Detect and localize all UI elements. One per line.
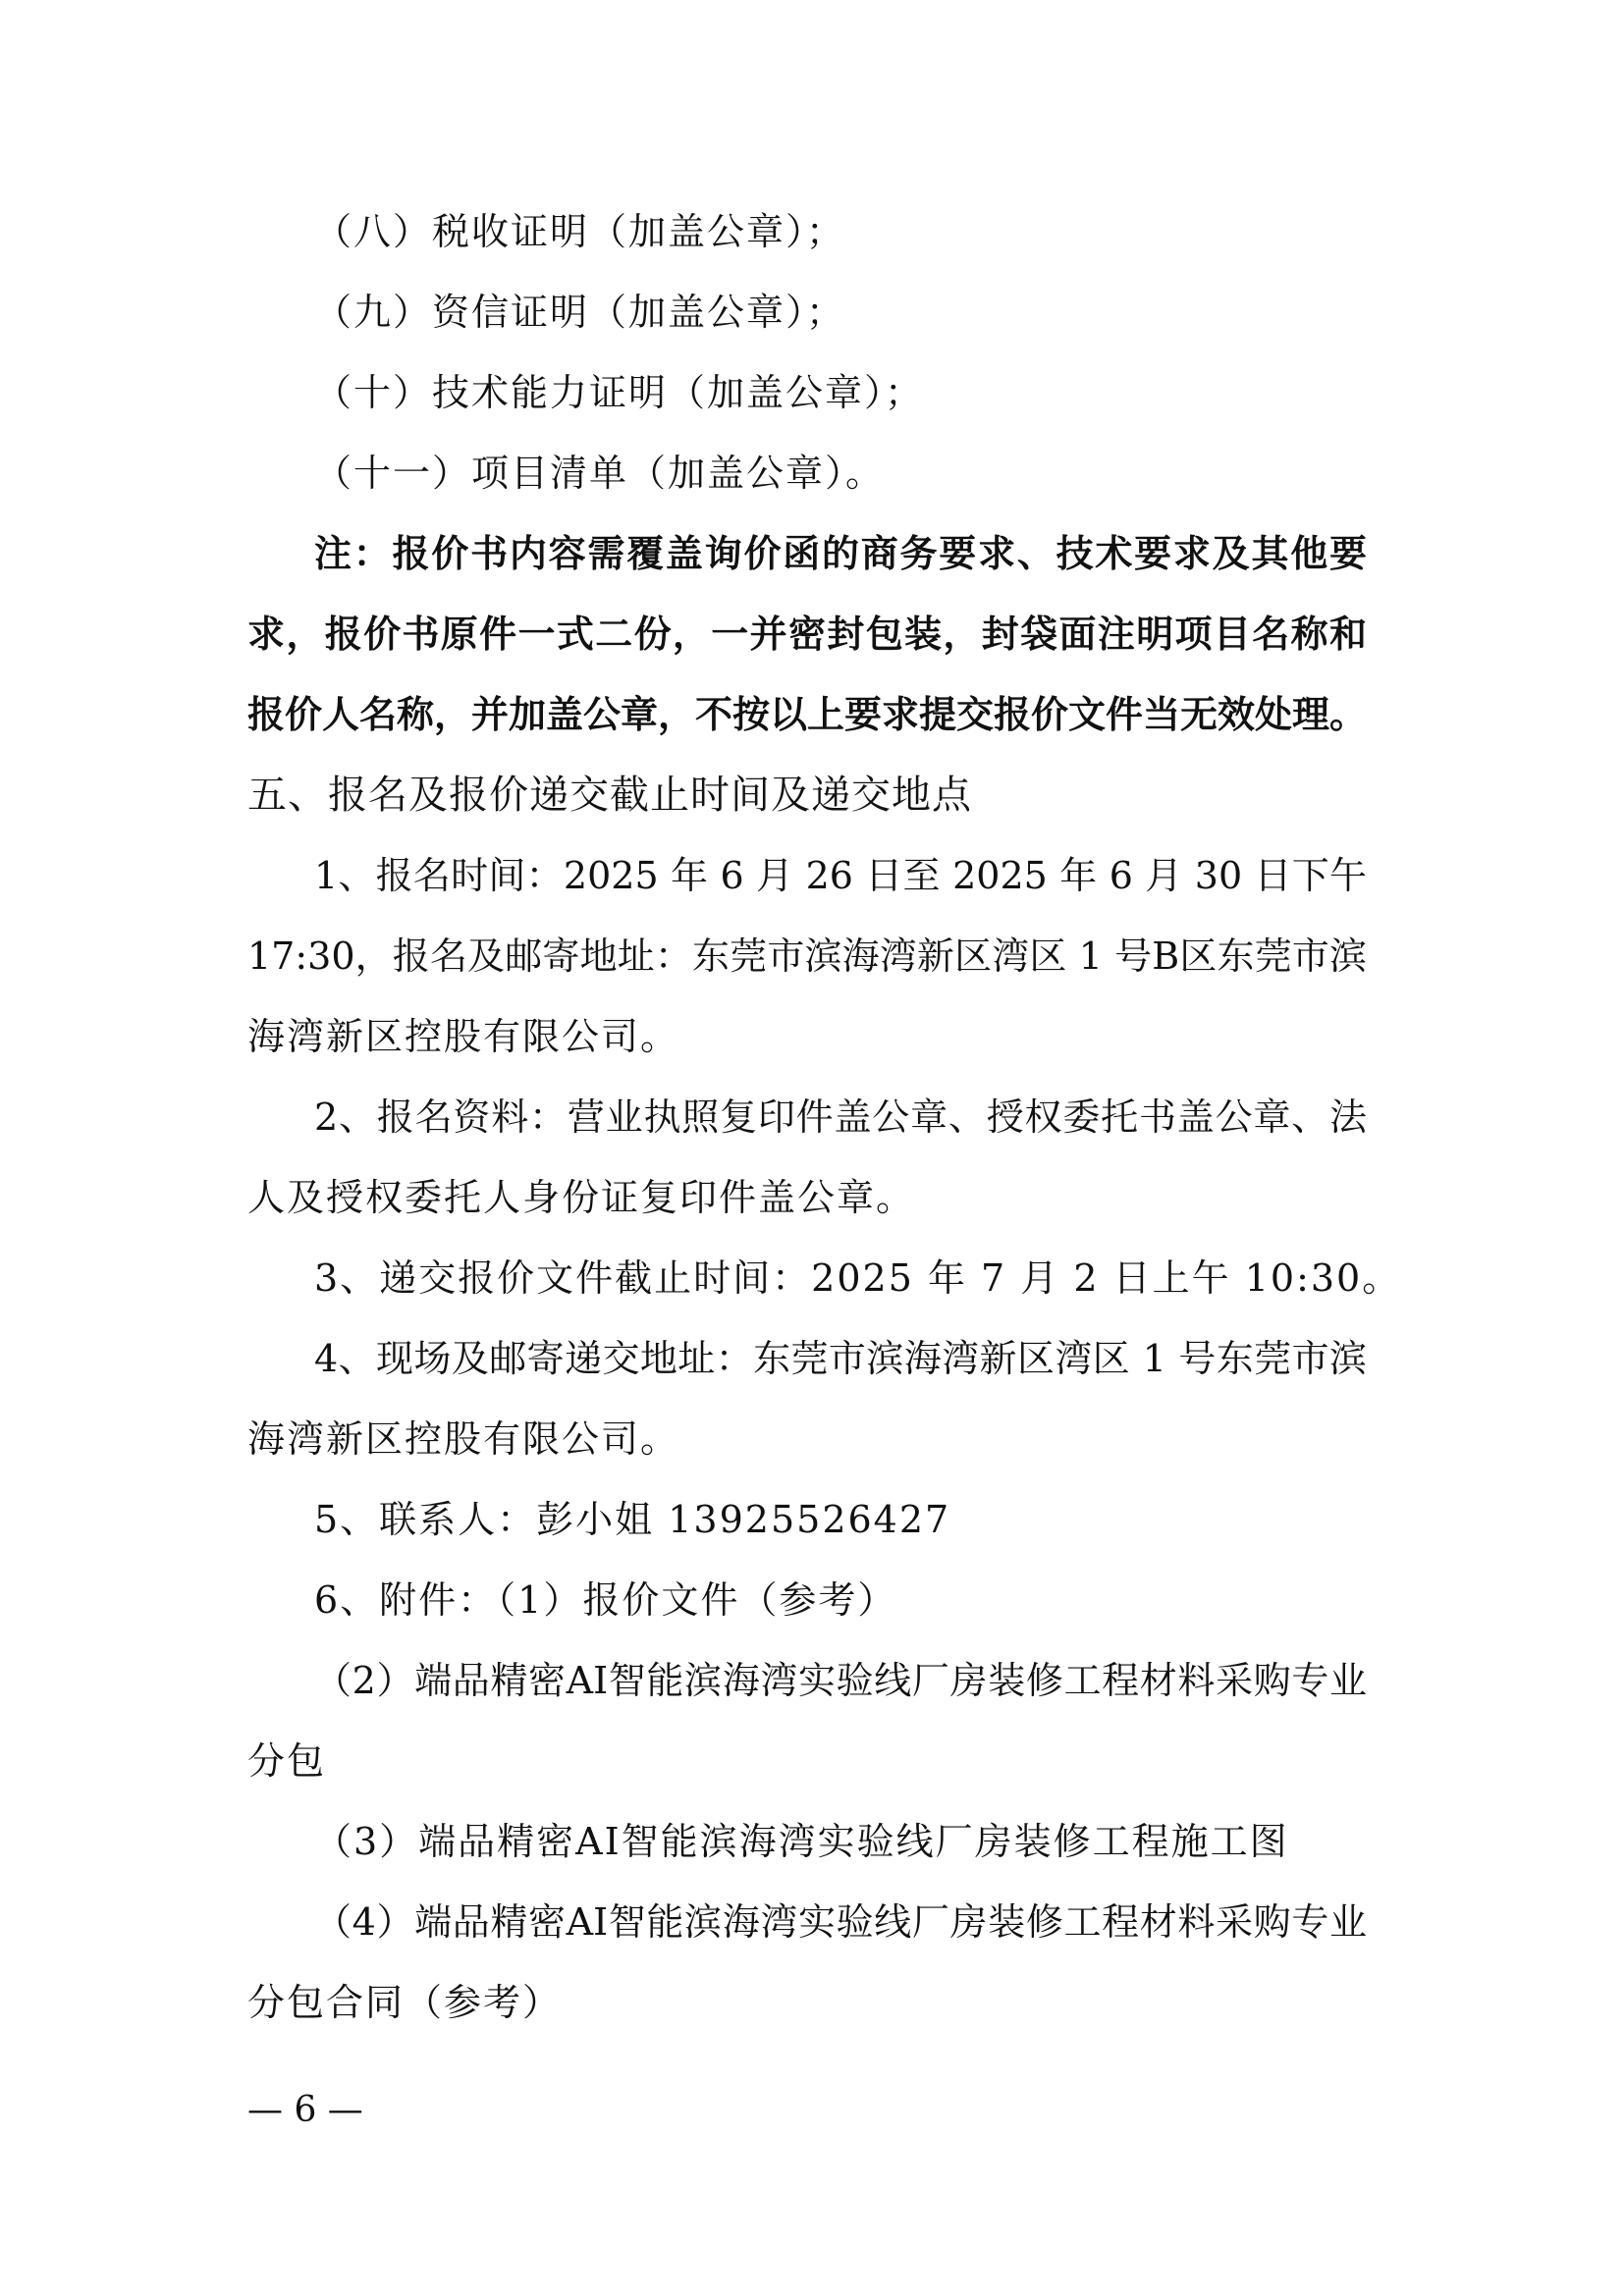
paragraph-line: 海湾新区控股有限公司。 bbox=[247, 1015, 680, 1058]
paragraph-line: 17:30，报名及邮寄地址：东莞市滨海湾新区湾区 1 号B区东莞市滨 bbox=[247, 934, 1367, 978]
paragraph-line: 海湾新区控股有限公司。 bbox=[247, 1417, 680, 1461]
paragraph-line: 5、联系人：彭小姐 13925526427 bbox=[314, 1498, 951, 1541]
attachment-line: （4）端品精密AI智能滨海湾实验线厂房装修工程材料采购专业 bbox=[314, 1900, 1367, 1944]
paragraph-line: 2、报名资料：营业执照复印件盖公章、授权委托书盖公章、法 bbox=[314, 1095, 1367, 1139]
list-item: （十）技术能力证明（加盖公章）； bbox=[314, 371, 925, 414]
page-number: — 6 — bbox=[247, 2090, 363, 2130]
attachment-line: 分包 bbox=[247, 1739, 327, 1783]
note-line: 注：报价书内容需覆盖询价函的商务要求、技术要求及其他要 bbox=[314, 532, 1367, 575]
attachment-line: （2）端品精密AI智能滨海湾实验线厂房装修工程材料采购专业 bbox=[314, 1659, 1367, 1702]
note-line: 求，报价书原件一式二份，一并密封包装，封袋面注明项目名称和 bbox=[247, 613, 1367, 656]
paragraph-line: 4、现场及邮寄递交地址：东莞市滨海湾新区湾区 1 号东莞市滨 bbox=[314, 1337, 1367, 1380]
list-item: （十一）项目清单（加盖公章）。 bbox=[314, 452, 886, 495]
paragraph-line: 6、附件：（1）报价文件（参考） bbox=[314, 1578, 897, 1622]
paragraph-line: 3、递交报价文件截止时间：2025 年 7 月 2 日上午 10:30。 bbox=[314, 1256, 1402, 1300]
list-item: （九）资信证明（加盖公章）； bbox=[314, 291, 846, 334]
attachment-line: （3）端品精密AI智能滨海湾实验线厂房装修工程施工图 bbox=[314, 1820, 1289, 1863]
paragraph-line: 人及授权委托人身份证复印件盖公章。 bbox=[247, 1176, 916, 1219]
paragraph-line: 1、报名时间：2025 年 6 月 26 日至 2025 年 6 月 30 日下午 bbox=[314, 854, 1367, 897]
list-item: （八）税收证明（加盖公章）； bbox=[314, 210, 846, 253]
section-heading: 五、报名及报价递交截止时间及递交地点 bbox=[247, 773, 972, 818]
note-line: 报价人名称，并加盖公章，不按以上要求提交报价文件当无效处理。 bbox=[247, 693, 1368, 736]
attachment-line: 分包合同（参考） bbox=[247, 1981, 563, 2024]
